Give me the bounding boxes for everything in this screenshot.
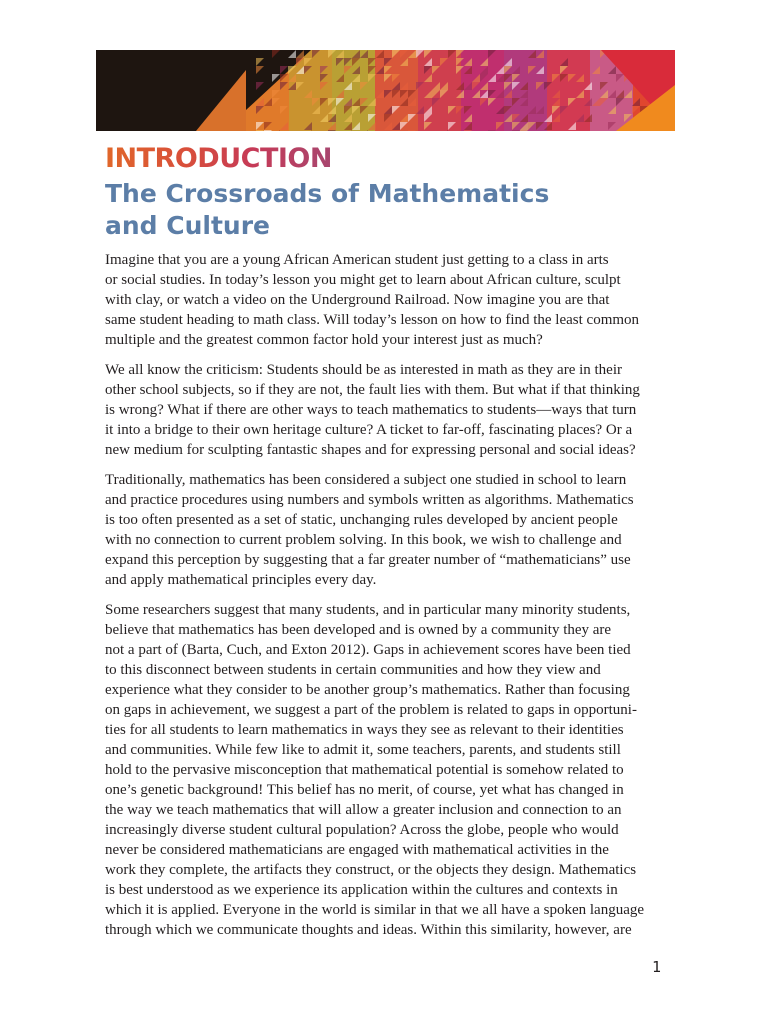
text-line: We all know the criticism: Students should be as interested in math as they are in their xyxy=(105,362,623,378)
text-line: new medium for sculpting fantastic shapes and for expressing personal and social ideas? xyxy=(105,442,636,458)
text-line: with no connection to current problem solving. In this book, we wish to challenge and xyxy=(105,532,622,548)
text-line: and practice procedures using numbers and symbols written as algorithms. Mathematics xyxy=(105,492,634,508)
text-line: increasingly diverse student cultural population? Across the globe, people who would xyxy=(105,822,619,838)
text-line: not a part of (Barta, Cuch, and Exton 2012). Gaps in achievement scores have been tied xyxy=(105,642,631,658)
text-line: is wrong? What if there are other ways to teach mathematics to students—ways that turn xyxy=(105,402,637,418)
text-line: work they complete, the artifacts they construct, or the objects they design. Mathematics xyxy=(105,862,637,878)
text-line: experience what they consider to be another group’s mathematics. Rather than focusing xyxy=(105,682,630,698)
text-line: to this disconnect between students in certain communities and how they view and xyxy=(105,662,601,678)
section-kicker: INTRODUCTION xyxy=(105,143,332,174)
text-line: Imagine that you are a young African American student just getting to a class in arts xyxy=(105,252,609,268)
paragraph xyxy=(105,470,685,590)
banner-color-band xyxy=(547,50,591,131)
text-line: expand this perception by suggesting that a far greater number of “mathematicians” use xyxy=(105,552,631,568)
text-line: is best understood as we experience its application within the cultures and contexts in xyxy=(105,882,618,898)
text-line: hold to the pervasive misconception that mathematical potential is somehow related to xyxy=(105,762,624,778)
text-line: it into a bridge to their own heritage culture? A ticket to far-off, fascinating places? Or a xyxy=(105,422,633,438)
text-line: which it is applied. Everyone in the world is similar in that we all have a spoken language xyxy=(105,902,645,918)
page-number: 1 xyxy=(652,958,662,976)
decorative-banner xyxy=(96,50,675,131)
banner-quilt-triangle xyxy=(328,130,336,131)
banner-quilt-triangle xyxy=(488,130,496,131)
text-line: other school subjects, so if they are not, the fault lies with them. But what if that thinking xyxy=(105,382,640,398)
page-title-line: and Culture xyxy=(105,211,271,240)
page-title xyxy=(105,178,665,242)
text-line: on gaps in achievement, we suggest a part of the problem is related to gaps in opportuni- xyxy=(105,702,637,718)
page-title-line: The Crossroads of Mathematics xyxy=(105,179,550,208)
body-text xyxy=(105,250,685,950)
text-line: the way we teach mathematics that will allow a greater inclusion and connection to an xyxy=(105,802,622,818)
text-line: or social studies. In today’s lesson you might get to learn about African culture, sculpt xyxy=(105,272,621,288)
text-line: ties for all students to learn mathematics in ways they see as relevant to their identities xyxy=(105,722,624,738)
text-line: through which we communicate thoughts and ideas. Within this similarity, however, are xyxy=(105,922,632,938)
text-line: never be considered mathematicians are engaged with mathematical activities in the xyxy=(105,842,609,858)
paragraph xyxy=(105,360,685,460)
banner-quilt-triangle xyxy=(520,130,528,131)
banner-quilt-triangle xyxy=(464,130,472,131)
banner-quilt-triangle xyxy=(408,130,416,131)
paragraph xyxy=(105,600,685,940)
banner-quilt-triangle xyxy=(256,130,264,131)
text-line: is too often presented as a set of static, unchanging rules developed by ancient people xyxy=(105,512,618,528)
banner-quilt-triangle xyxy=(512,130,520,131)
text-line: same student heading to math class. Will today’s lesson on how to find the least common xyxy=(105,312,640,328)
text-line: with clay, or watch a video on the Underground Railroad. Now imagine you are that xyxy=(105,292,610,308)
banner-quilt-triangle xyxy=(264,130,272,131)
paragraph xyxy=(105,250,685,350)
text-line: and communities. While few like to admit it, some teachers, parents, and students still xyxy=(105,742,621,758)
text-line: Traditionally, mathematics has been considered a subject one studied in school to learn xyxy=(105,472,627,488)
text-line: multiple and the greatest common factor hold your interest just as much? xyxy=(105,332,543,348)
text-line: Some researchers suggest that many students, and in particular many minority students, xyxy=(105,602,631,618)
text-line: one’s genetic background! This belief has no merit, of course, yet what has changed in xyxy=(105,782,624,798)
text-line: believe that mathematics has been developed and is owned by a community they are xyxy=(105,622,612,638)
text-line: and apply mathematical principles every day. xyxy=(105,572,377,588)
